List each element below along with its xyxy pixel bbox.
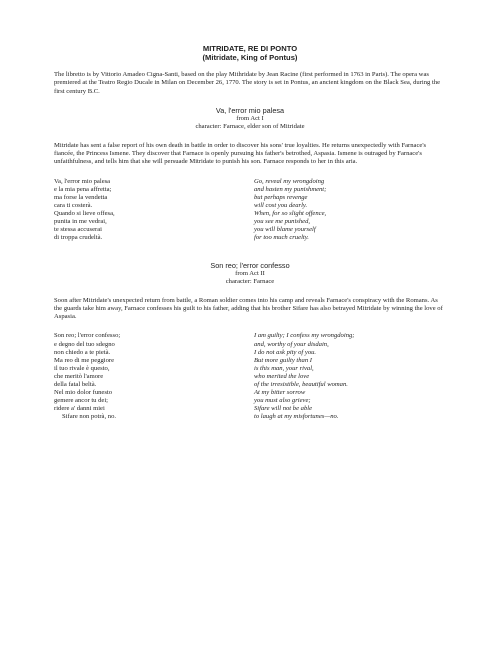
aria-2-character: character: Farnace — [225, 277, 275, 285]
translation-line: to laugh at my misfortunes—no. — [254, 413, 339, 421]
verse-line: Ma reo di me peggiore — [54, 356, 115, 364]
translation-line: you see me punished, — [254, 218, 311, 226]
verse-line: ma forse la vendetta — [54, 193, 108, 201]
aria-1-verse — [54, 178, 446, 243]
verse-line: Nel mio dolor funesto — [54, 389, 113, 397]
verse-line: Va, l'error mio palesa — [54, 177, 111, 185]
aria-2-act: from Act II — [235, 269, 265, 277]
aria-1-synopsis: Mitridate has sent a false report of his own death in battle in order to discover his sons' true loyalties. He returns unexpectedly with Farnace's fiancée, the Princess Ismene. They discover that Farnace is openly pursuing his father's betrothed, Aspasia. Ismene is outraged by Farnace's unfaithfulness, and tells him that she will persuade Mitridate to punish his son. Farnace responds to her in this aria. — [54, 141, 427, 166]
verse-line: Quando si lieve offesa, — [54, 210, 115, 218]
aria-2-title: Son reo; l'error confesso — [210, 260, 290, 270]
translation-line: Sifare will not be able — [254, 405, 312, 413]
verse-line: della fatal beltà. — [54, 380, 97, 388]
document-title — [54, 44, 446, 62]
opera-subtitle: (Mitridate, King of Pontus) — [202, 53, 298, 62]
verse-line: cara ti costerà. — [54, 202, 93, 210]
aria-2-english-translation — [254, 332, 354, 421]
translation-line: you must also grieve; — [254, 397, 311, 405]
verse-line: te stessa accuserai — [54, 226, 102, 234]
translation-line: At my bitter sorrow — [254, 389, 306, 397]
translation-line: Go, reveal my wrongdoing — [254, 177, 325, 185]
opera-title: MITRIDATE, RE DI PONTO — [202, 44, 298, 53]
translation-line: you will blame yourself — [254, 226, 316, 234]
verse-line: di troppa crudeltà. — [54, 234, 103, 242]
verse-line: non chiedo a te pietà. — [54, 348, 111, 356]
aria-2-synopsis: Soon after Mitridate's unexpected return from battle, a Roman soldier comes into his camp and reveals Farnace's conspiracy with the Romans. As the guards take him away, Farnace confesses his guilt to his father, adding that his brother Sifare has also betrayed Mitridate by winning the love of Aspasia. — [54, 296, 443, 321]
translation-line: is this man, your rival, — [254, 364, 314, 372]
translation-line: and, worthy of your disdain, — [254, 340, 329, 348]
aria-1-character: character: Farnace, elder son of Mitridate — [195, 122, 305, 130]
aria-2-verse — [54, 332, 446, 421]
aria-1-act: from Act I — [236, 114, 264, 122]
aria-1-heading — [54, 106, 446, 131]
verse-line: gemere ancor tu dei; — [54, 397, 109, 405]
translation-line: but perhaps revenge — [254, 193, 308, 201]
intro-paragraph: The libretto is by Vittorio Amadeo Cigna-Santi, based on the play Mithridate by Jean Racine (first performed in 1763 in Paris). The opera was premiered at the Teatro Regio Ducale in Milan on December 26, 1770. The story is set in Pontus, an ancient kingdom on the Black Sea, during the first century B.C. — [54, 71, 441, 95]
verse-line: Son reo; l'error confesso; — [54, 332, 121, 340]
translation-line: I am guilty; I confess my wrongdoing; — [254, 332, 355, 340]
translation-line: will cost you dearly. — [254, 202, 308, 210]
aria-2-italian-text — [54, 332, 254, 421]
verse-line: il tuo rivale è questo, — [54, 364, 110, 372]
verse-line: e degno del tuo sdegno — [54, 340, 115, 348]
translation-line: and hasten my punishment; — [254, 185, 327, 193]
aria-1-italian-text — [54, 178, 254, 243]
translation-line: I do not ask pity of you. — [254, 348, 317, 356]
verse-line: che meritò l'amore — [54, 372, 104, 380]
verse-line: Sifare non potrà, no. — [62, 413, 117, 421]
verse-line: ridere a' danni miei — [54, 405, 105, 413]
verse-line: e la mia pena affretta; — [54, 185, 112, 193]
translation-line: for too much cruelty. — [254, 234, 309, 242]
aria-2-heading — [54, 261, 446, 286]
translation-line: When, for so slight offence, — [254, 210, 327, 218]
aria-1-title: Va, l'error mio palesa — [215, 105, 285, 115]
verse-line: punita in me vedrai, — [54, 218, 107, 226]
aria-1-english-translation — [254, 178, 326, 243]
translation-line: who merited the love — [254, 372, 310, 380]
document-page — [54, 44, 446, 421]
translation-line: But more guilty than I — [254, 356, 312, 364]
translation-line: of the irresistible, beautiful woman. — [254, 380, 348, 388]
